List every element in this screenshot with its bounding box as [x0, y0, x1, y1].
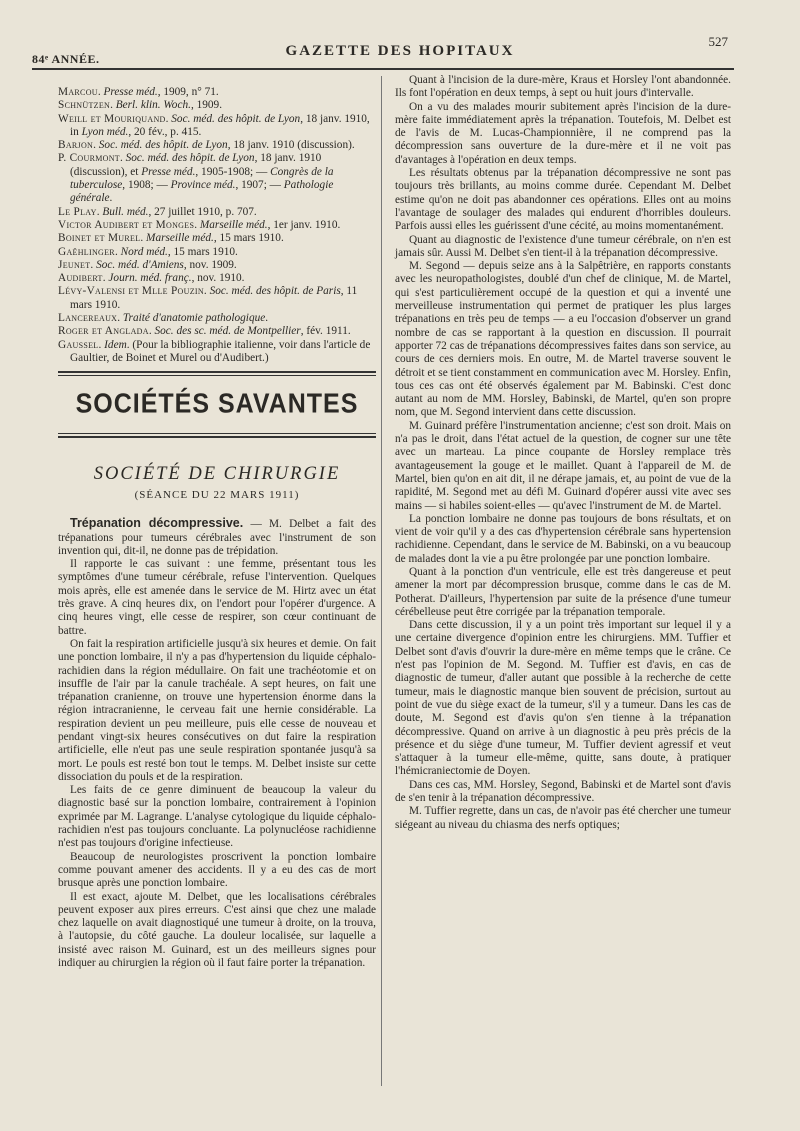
body-paragraph: M. Tuffier regrette, dans un cas, de n'avoir pas été chercher une tumeur siégeant au niveau du chiasma des nerfs optiques; [395, 805, 731, 831]
right-column [395, 74, 731, 832]
reference-entry [58, 206, 376, 219]
reference-text: . [203, 285, 210, 298]
reference-source: Presse méd. [103, 86, 158, 98]
reference-text: , 1er janv. 1910. [267, 218, 341, 231]
column-divider [381, 76, 382, 1086]
reference-entry [58, 312, 376, 325]
reference-text: , 1909. [190, 99, 223, 112]
lead-paragraph [58, 517, 376, 558]
reference-text: . [165, 112, 172, 125]
body-paragraph: Quant à l'incision de la dure-mère, Kraus et Horsley l'ont abandonnée. Ils font l'opération en deux temps, à sept ou huit jours d'intervalle. [395, 74, 731, 100]
reference-author: Marcou [58, 86, 98, 98]
reference-entry [58, 139, 376, 152]
issue-label: 84ᵉ ANNÉE. [32, 52, 100, 66]
reference-entry [58, 246, 376, 259]
reference-text: , 1905-1908; — [195, 165, 271, 178]
reference-author: Lancereaux [58, 312, 118, 325]
body-paragraph: Il est exact, ajoute M. Delbet, que les localisations cérébrales peuvent exposer aux pires erreurs. C'est ainsi que chez une malade chez laquelle on avait diagnostiqué une tumeur à droite, on la trouva, à l'autopsie, du côté gauche. La douleur localisée, sur laquelle a insisté avec raison M. Guinard, est un des meilleurs signes pour indiquer au chirurgien la région où il faut faire porter la trépanation. [58, 890, 376, 970]
society-title: SOCIÉTÉ DE CHIRURGIE [93, 464, 341, 485]
reference-author: Boinet et Murel [58, 232, 141, 245]
header-rule [32, 68, 734, 70]
journal-title: GAZETTE DES HOPITAUX [285, 43, 515, 59]
article-heading: Trépanation décompressive. [70, 516, 244, 531]
left-paragraphs [58, 558, 376, 970]
reference-author: Barjon [58, 139, 94, 152]
reference-text: . [114, 245, 121, 258]
reference-entry [58, 272, 376, 285]
reference-text: , 15 mars 1910. [167, 245, 238, 258]
section-rule-top [58, 371, 376, 373]
reference-entry [58, 99, 376, 112]
reference-author: Schnützen [58, 99, 111, 112]
reference-source: Lyon méd. [81, 125, 129, 138]
body-paragraph: Dans ces cas, MM. Horsley, Segond, Babinski et de Martel sont d'avis de s'en tenir à la trépanation décompressive. [395, 778, 731, 805]
reference-text: . [97, 86, 104, 98]
reference-source: Soc. méd. des hôpit. de Lyon [98, 139, 228, 152]
reference-author: Roger et Anglada [58, 325, 149, 338]
reference-source: Soc. des sc. méd. de Montpellier [154, 325, 301, 338]
lead-text: — M. Delbet a fait des trépanations pour tumeurs cérébrales avec l'instrument de son invention qui, dit-il, ne donne pas de trépidation. [58, 518, 376, 557]
reference-text: , 1908; — [122, 179, 171, 192]
reference-source: Marseille méd. [146, 232, 214, 245]
reference-text: . [265, 312, 269, 325]
body-paragraph: Il rapporte le cas suivant : une femme, présentant tous les symptômes d'une tumeur cérébrale, refuse l'intervention. Quelques mois après, elle est amenée dans le service de M. Hirtz avec un état très grave. A cinq heures dix, on l'endort pour l'opérer d'urgence. A cinq heures vingt, elle cesse de respirer, son cœur continuant de battre. [58, 558, 376, 637]
reference-entry [58, 113, 376, 140]
reference-text: . [93, 139, 99, 152]
reference-entry [58, 219, 376, 232]
reference-text: . [110, 99, 116, 112]
body-paragraph: Les faits de ce genre diminuent de beaucoup la valeur du diagnostic basé sur la ponction lombaire, contrairement à l'opinion exprimée par M. Lagrange. L'analyse cytologique du liquide céphalo-rachidien n'est pas toujours concluante. La polynucléose rachidienne n'est pas toujours d'origine infectieuse. [58, 784, 376, 850]
body-paragraph: Dans cette discussion, il y a un point très important sur lequel il y a une certaine divergence d'opinion entre les chirurgiens. MM. Tuffier et Delbet sont d'avis d'ouvrir la dure-mère en même temps que le crâne. Ce n'est pas l'opinion de M. Segond. M. Tuffier est d'avis, en cas de diagnostic de tumeur, d'aller autant que possible à la recherche de cette tumeur, mais le diagnostic manque bien souvent de précision, surtout au point de vue du siège exact de la tumeur, s'il y a tumeur. Dans les cas de doute, M. Segond est d'avis qu'on s'en tienne à la trépanation décompressive. Quand on arrive à un diagnostic à peu près précis de la présence et du siège d'une tumeur, M. Tuffier devient agressif et veut s'attaquer à la tumeur elle-même, quitte, sans doute, à pratiquer l'hémicraniectomie de Doyen. [395, 619, 731, 778]
reference-text: . [117, 312, 123, 325]
reference-source: Soc. méd. des hôpit. de Paris [209, 285, 341, 298]
reference-source: Idem [104, 338, 127, 351]
body-paragraph: Quant au diagnostic de l'existence d'une tumeur cérébrale, on n'en est jamais sûr. Aussi M. Delbet s'en tient-il à la trépanation décompressive. [395, 233, 731, 259]
body-paragraph: Les résultats obtenus par la trépanation décompressive ne sont pas toujours très brillants, au moins comme durée. Cependant M. Delbet estime qu'on ne doit pas abandonner ces opérations. Elles ont au moins l'avantage de soulager des malades qui endurent d'horribles douleurs. Parfois aussi elles les guérissent d'une cécité, au moins momentanément. [395, 167, 731, 233]
reference-author: Le Play [58, 205, 97, 218]
body-paragraph: M. Segond — depuis seize ans à la Salpêtrière, en rapports constants avec les neuropathologistes, doublé d'un chef de clinique, M. de Martel, qui s'est particulièrement occupé de la question et qui a inventé une merveilleuse instrumentation qui permet de pratiquer les plus larges trépanations en très peu de temps — a eu l'occasion d'observer un grand nombre de cas se rapportant à la question en discussion. Il pourrait apporter 72 cas de trépanations décompressives faites dans son service, au cours de ces derniers mois. En outre, M. de Martel traverse souvent le détroit et se tient constamment en communication avec M. Horsley. Enfin, tous ces cas ont été observés également par M. Babinski. C'est donc autant au nom de MM. Horsley, Babinski, de Martel, qu'en son propre nom, que M. Segond intervient dans cette discussion. [395, 260, 731, 419]
body-paragraph: La ponction lombaire ne donne pas toujours de bons résultats, et on vient de voir qu'il y a des cas d'hypertension cérébrale sans hypertension rachidienne. Cependant, dans le service de M. Babinski, on a vu beaucoup de malades dont la vie a pu être prolongée par une ponction lombaire. [395, 512, 731, 565]
reference-author: P. Courmont [58, 152, 120, 165]
reference-text: , 18 janv. 1910 (discussion). [227, 139, 355, 152]
reference-source: Traité d'anatomie pathologique [122, 312, 266, 325]
session-date: (SÉANCE DU 22 MARS 1911) [134, 489, 300, 502]
reference-text: , 11 mars 1910. [70, 285, 358, 311]
reference-text: . [102, 272, 109, 285]
reference-source: Soc. méd. des hôpit. de Lyon [171, 112, 301, 125]
reference-text: . [119, 152, 126, 165]
left-column [58, 86, 376, 970]
reference-text: , 1909, n° 71. [157, 86, 219, 98]
reference-text: , nov. 1909. [183, 258, 237, 271]
reference-text: , nov. 1910. [191, 272, 245, 285]
bibliography [58, 86, 376, 365]
reference-text: , fév. 1911. [300, 325, 351, 338]
reference-text: . [90, 258, 97, 271]
reference-source: Soc. méd. des hôpit. de Lyon [125, 152, 255, 165]
reference-author: Lévy-Valensi et Mlle Pouzin [58, 285, 204, 298]
reference-entry [58, 325, 376, 338]
reference-text: . [96, 205, 103, 218]
reference-source: Marseille méd. [199, 218, 268, 231]
reference-source: Pathologie générale [70, 179, 334, 205]
body-paragraph: On a vu des malades mourir subitement après l'incision de la dure-mère faite immédiatement après la trépanation. Toutefois, M. Delbet est de l'avis de M. Lucas-Championnière, il ne comprend pas la décompression sans ouverture de la dure-mère et il ne voit pas d'avantages à l'opération en deux temps. [395, 100, 731, 166]
section-rule-bottom [58, 433, 376, 434]
reference-source: Nord méd. [120, 245, 168, 258]
reference-entry [58, 86, 376, 99]
section-title: SOCIÉTÉS SAVANTES [75, 388, 359, 420]
reference-author: Audibert [58, 272, 103, 285]
reference-text: , 1907; — [235, 179, 284, 192]
reference-text: . (Pour la bibliographie italienne, voir dans l'article de Gaultier, de Boinet et Murel ou d'Audibert.) [70, 338, 371, 364]
reference-text: , 15 mars 1910. [213, 232, 284, 245]
reference-text: , 27 juillet 1910, p. 707. [148, 205, 257, 218]
reference-source: Journ. méd. franç. [108, 272, 192, 285]
reference-source: Congrès de la tuberculose [70, 165, 334, 192]
reference-source: Bull. méd. [102, 205, 149, 218]
reference-entry [58, 339, 376, 366]
reference-text: , 18 janv. 1910, in [70, 112, 370, 138]
reference-text: . [140, 232, 147, 245]
reference-source: Presse méd. [141, 165, 196, 178]
reference-source: Berl. klin. Woch. [115, 99, 191, 112]
reference-author: Weill et Mouriquand [58, 112, 166, 125]
reference-author: Gaëhlinger [58, 245, 115, 258]
body-paragraph: Quant à la ponction d'un ventricule, elle est très dangereuse et peut amener la mort par décompression brusque, comme dans le cas de M. Potherat. D'ailleurs, l'hypertension par suite de la présence d'une tumeur cérébelleuse peut être corrigée par la trépanation temporale. [395, 565, 731, 618]
body-paragraph: M. Guinard préfère l'instrumentation ancienne; c'est son droit. Mais on n'a pas le droit, dans l'état actuel de la question, de cogner sur une tête avec un marteau. La pince coupante de Horsley remplace très avantageusement la gouge et le maillet. Quant à l'appareil de M. de Martel, bien qu'on en ait dit, il ne dérape jamais, et, au point de vue de la rapidité, M. Segond met au défi M. Guinard d'opérer aussi vite avec ses mains — si habiles soient-elles — qu'avec l'instrument de M. de Martel. [395, 419, 731, 512]
reference-author: Victor Audibert et Monges [58, 218, 195, 231]
body-paragraph: On fait la respiration artificielle jusqu'à six heures et demie. On fait une ponction lombaire, il n'y a pas d'hypertension du liquide céphalo-rachidien dans la région médullaire. On fait une trachéotomie et on insuffle de l'air par la canule trachéale. A sept heures, on fait une trépanation cranienne, on trouve une hypertension énorme dans la région intracranienne, le cerveau fait une hernie considérable. La respiration devient un peu meilleure, puis elle cesse de nouveau et pendant vingt-six heures consécutives on dut faire la respiration artificielle, elle n'eut pas une seule respiration spontanée jusqu'à sa mort. Le pouls est resté bon tout le temps. M. Delbet insiste sur cette dissociation du pouls et de la respiration. [58, 637, 376, 783]
section-rule-bottom-thick [58, 436, 376, 438]
section-rule-top-thin [58, 375, 376, 376]
reference-author: Gaussel [58, 338, 99, 351]
right-paragraphs [395, 74, 731, 832]
reference-text: , 18 janv. 1910 (discussion), et [70, 152, 322, 178]
reference-text: . [98, 338, 105, 351]
reference-entry [58, 259, 376, 272]
reference-entry [58, 152, 376, 205]
reference-source: Province méd. [170, 179, 236, 192]
reference-text: . [148, 325, 155, 338]
reference-text: . [109, 192, 113, 205]
body-paragraph: Beaucoup de neurologistes proscrivent la ponction lombaire comme pouvant amener des accidents. Il y a eu des cas de mort brusque après une ponction lombaire. [58, 850, 376, 890]
reference-source: Soc. méd. d'Amiens [96, 258, 184, 271]
reference-author: Jeunet [58, 258, 91, 271]
reference-text: , 20 fév., p. 415. [128, 125, 202, 138]
reference-entry [58, 232, 376, 245]
reference-entry [58, 285, 376, 312]
page-number: 527 [708, 34, 728, 49]
reference-text: . [194, 218, 200, 231]
